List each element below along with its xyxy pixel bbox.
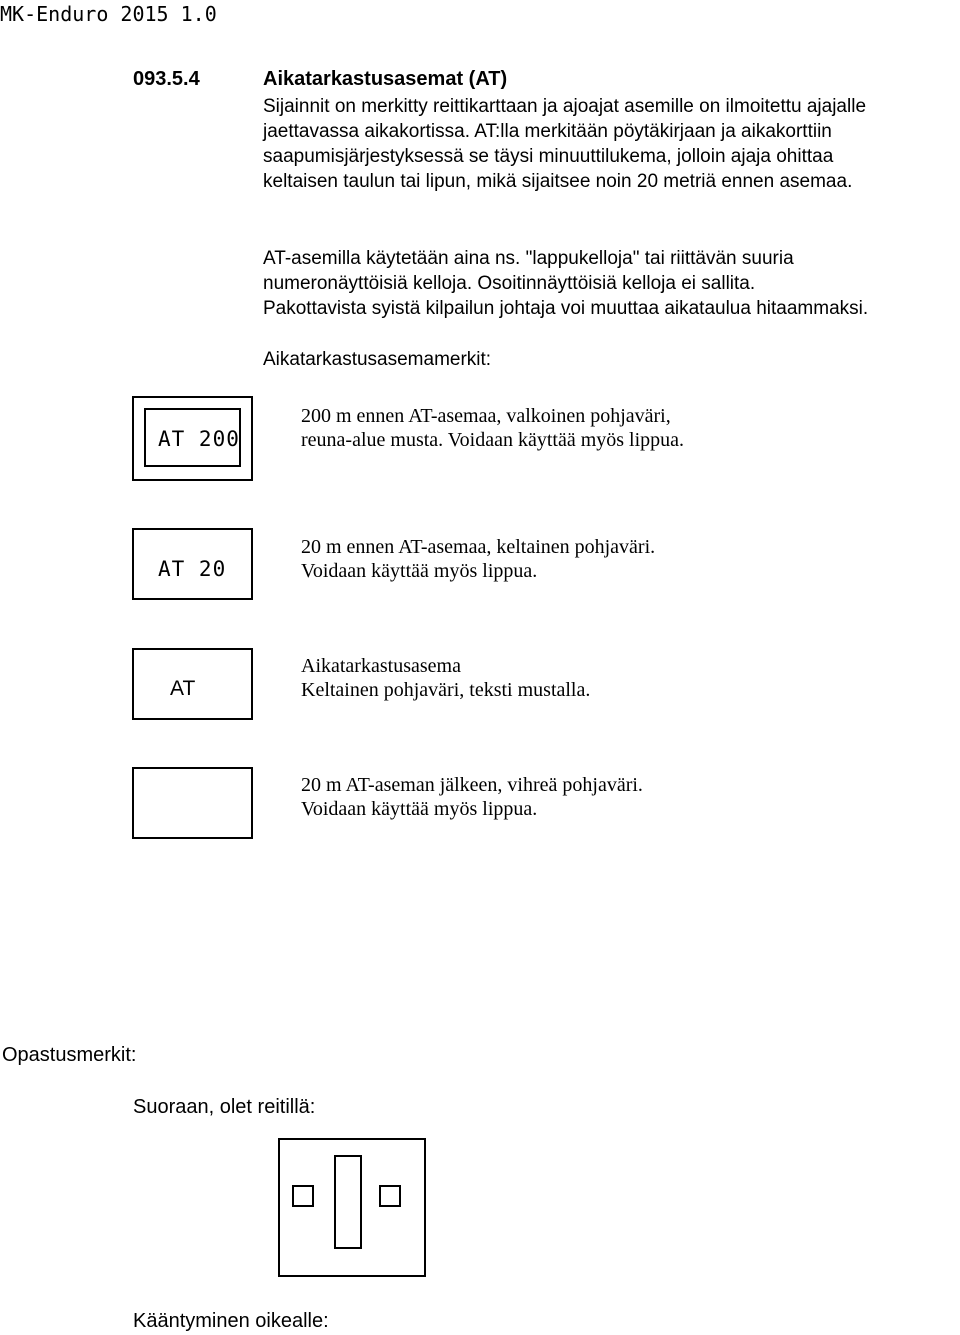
paragraph-line: AT-asemilla käytetään aina ns. "lappukelloja" tai riittävän suuria: [263, 248, 794, 269]
turn-right-label: Kääntyminen oikealle:: [133, 1310, 329, 1332]
straight-label: Suoraan, olet reitillä:: [133, 1096, 316, 1118]
paragraph-line: numeronäyttöisiä kelloja. Osoitinnäyttöisiä kelloja ei sallita.: [263, 273, 756, 294]
description-line: 20 m ennen AT-asemaa, keltainen pohjaväri.: [301, 536, 656, 558]
sign-label: AT 200: [158, 427, 240, 451]
guidance-heading: Opastusmerkit:: [2, 1044, 137, 1066]
sign-description: [301, 654, 590, 702]
section-title: Aikatarkastusasemat (AT): [263, 68, 508, 90]
paragraph-line: keltaisen taulun tai lipun, mikä sijaitsee noin 20 metriä ennen asemaa.: [263, 171, 853, 192]
sign-description: [301, 535, 655, 583]
sign-label: AT: [170, 677, 196, 700]
sign-description: [301, 773, 643, 821]
description-line: reuna-alue musta. Voidaan käyttää myös lippua.: [301, 429, 685, 451]
paragraph-clocks: [263, 246, 960, 321]
sign-description: [301, 404, 684, 452]
description-line: Aikatarkastusasema: [301, 655, 461, 677]
straight-sign-icon: [278, 1138, 426, 1277]
sign-at-20: [132, 528, 253, 600]
description-line: Voidaan käyttää myös lippua.: [301, 798, 538, 820]
section-number: 093.5.4: [133, 68, 200, 90]
sign-label: AT 20: [158, 557, 227, 581]
paragraph-line: jaettavassa aikakortissa. AT:lla merkitään pöytäkirjaan ja aikakorttiin: [263, 121, 832, 142]
paragraph-line: saapumisjärjestyksessä se täysi minuuttilukema, jolloin ajaja ohittaa: [263, 146, 834, 167]
description-line: 200 m ennen AT-asemaa, valkoinen pohjaväri,: [301, 405, 671, 427]
paragraph-line: Sijainnit on merkitty reittikarttaan ja ajoajat asemille on ilmoitettu ajajalle: [263, 96, 867, 117]
sign-after-at: [132, 767, 253, 839]
sign-at: [132, 648, 253, 720]
paragraph-locations: [263, 94, 960, 194]
sign-frame: [279, 1139, 425, 1276]
description-line: 20 m AT-aseman jälkeen, vihreä pohjaväri.: [301, 774, 643, 796]
paragraph-line: Pakottavista syistä kilpailun johtaja voi muuttaa aikataulua hitaammaksi.: [263, 298, 869, 319]
description-line: Keltainen pohjaväri, teksti mustalla.: [301, 679, 591, 701]
signs-heading: Aikatarkastusasemamerkit:: [263, 349, 492, 370]
document-header: MK-Enduro 2015 1.0: [0, 2, 217, 26]
description-line: Voidaan käyttää myös lippua.: [301, 560, 538, 582]
sign-at-200: [132, 396, 253, 481]
